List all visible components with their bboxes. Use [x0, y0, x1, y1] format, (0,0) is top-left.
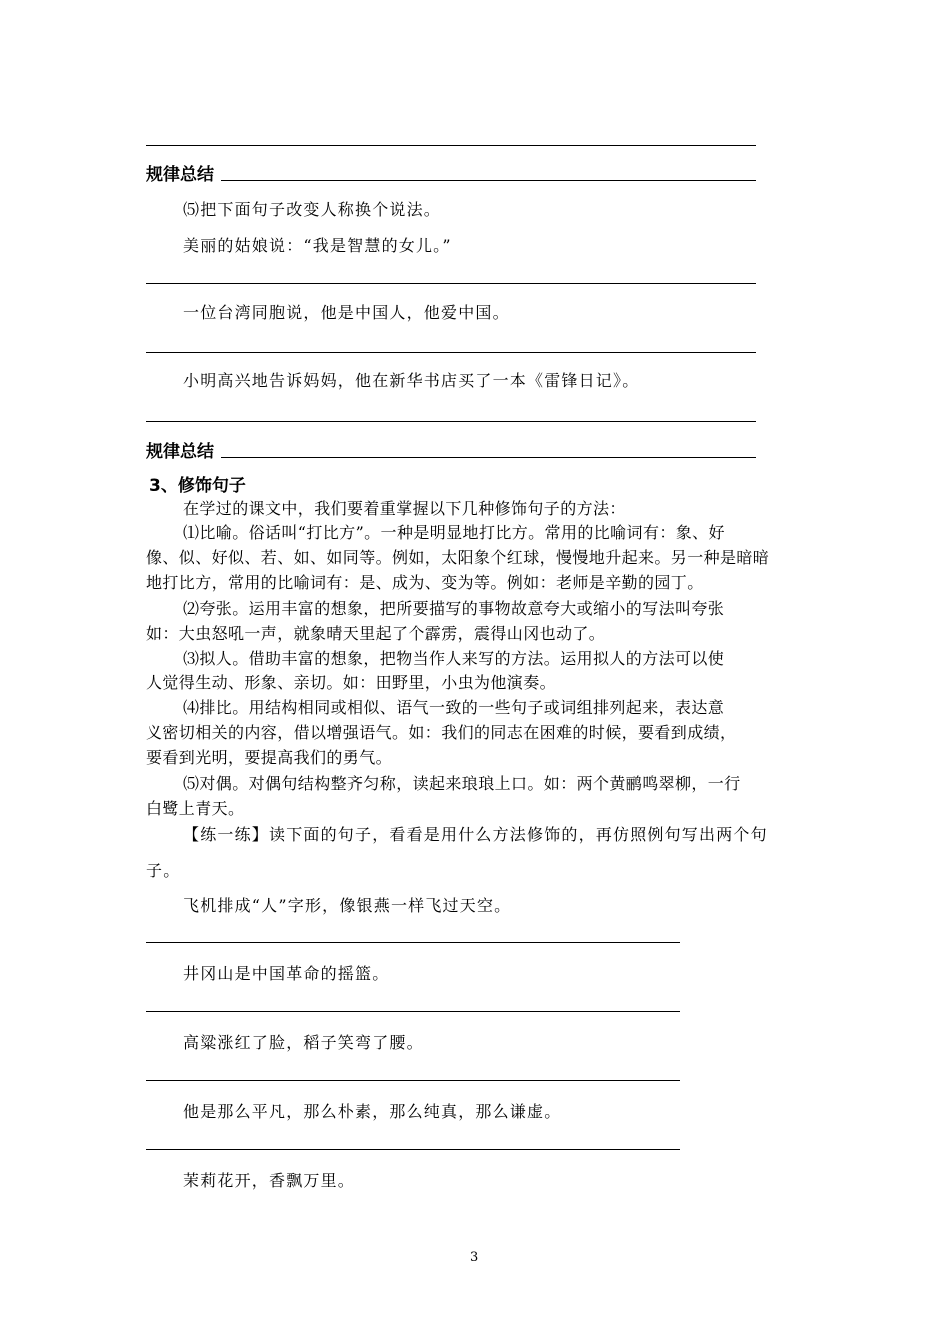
- sentence: 小明高兴地告诉妈妈，他在新华书店买了一本《雷锋日记》。: [183, 371, 640, 390]
- paragraph-line: 如：大虫怒吼一声，就象晴天里起了个霹雳，震得山冈也动了。: [146, 624, 606, 643]
- paragraph-line: 地打比方，常用的比喻词有：是、成为、变为等。例如：老师是辛勤的园丁。: [146, 573, 704, 592]
- paragraph-line: ⑸对偶。对偶句结构整齐匀称，读起来琅琅上口。如：两个黄鹂鸣翠柳，一行: [183, 774, 741, 793]
- answer-line: [146, 942, 680, 943]
- example-sentence: 茉莉花开，香飘万里。: [183, 1171, 356, 1190]
- summary-answer-line: [221, 457, 756, 458]
- paragraph-line: ⑵夸张。运用丰富的想象，把所要描写的事物故意夸大或缩小的写法叫夸张: [183, 599, 725, 618]
- example-sentence: 他是那么平凡，那么朴素，那么纯真，那么谦虚。: [183, 1102, 562, 1121]
- page-number: 3: [470, 1250, 479, 1265]
- answer-line: [146, 1011, 680, 1012]
- practice-instruction: 【练一练】读下面的句子，看看是用什么方法修饰的，再仿照例句写出两个句: [183, 825, 768, 844]
- answer-line: [146, 421, 756, 422]
- paragraph-line: 义密切相关的内容，借以增强语气。如：我们的同志在困难的时候，要看到成绩，: [146, 723, 737, 742]
- paragraph-line: ⑷排比。用结构相同或相似、语气一致的一些句子或词组排列起来，表达意: [183, 698, 725, 717]
- answer-line: [146, 1149, 680, 1150]
- sentence: 美丽的姑娘说：“我是智慧的女儿。”: [183, 236, 452, 255]
- summary-answer-line: [221, 180, 756, 181]
- paragraph-line: 要看到光明，要提高我们的勇气。: [146, 748, 393, 767]
- paragraph-line: ⑴比喻。俗话叫“打比方”。一种是明显地打比方。常用的比喻词有：象、好: [183, 523, 725, 542]
- intro-text: 在学过的课文中，我们要着重掌握以下几种修饰句子的方法：: [183, 499, 626, 518]
- paragraph-line: 人觉得生动、形象、亲切。如：田野里，小虫为他演奏。: [146, 673, 557, 692]
- example-sentence: 飞机排成“人”字形，像银燕一样飞过天空。: [183, 896, 512, 915]
- answer-line: [146, 145, 756, 146]
- example-sentence: 高粱涨红了脸，稻子笑弯了腰。: [183, 1033, 424, 1052]
- summary-label: 规律总结: [146, 442, 214, 462]
- summary-label: 规律总结: [146, 165, 214, 185]
- example-sentence: 井冈山是中国革命的摇篮。: [183, 964, 390, 983]
- practice-instruction-cont: 子。: [146, 861, 181, 880]
- paragraph-line: 像、似、好似、若、如、如同等。例如，太阳象个红球，慢慢地升起来。另一种是暗暗: [146, 548, 770, 567]
- sentence: 一位台湾同胞说，他是中国人，他爱中国。: [183, 303, 510, 322]
- answer-line: [146, 352, 756, 353]
- task-title: ⑸把下面句子改变人称换个说法。: [183, 200, 442, 219]
- paragraph-line: ⑶拟人。借助丰富的想象，把物当作人来写的方法。运用拟人的方法可以使: [183, 649, 725, 668]
- answer-line: [146, 1080, 680, 1081]
- paragraph-line: 白鹭上青天。: [146, 799, 245, 818]
- answer-line: [146, 283, 756, 284]
- section-heading: 3、修饰句子: [149, 476, 246, 496]
